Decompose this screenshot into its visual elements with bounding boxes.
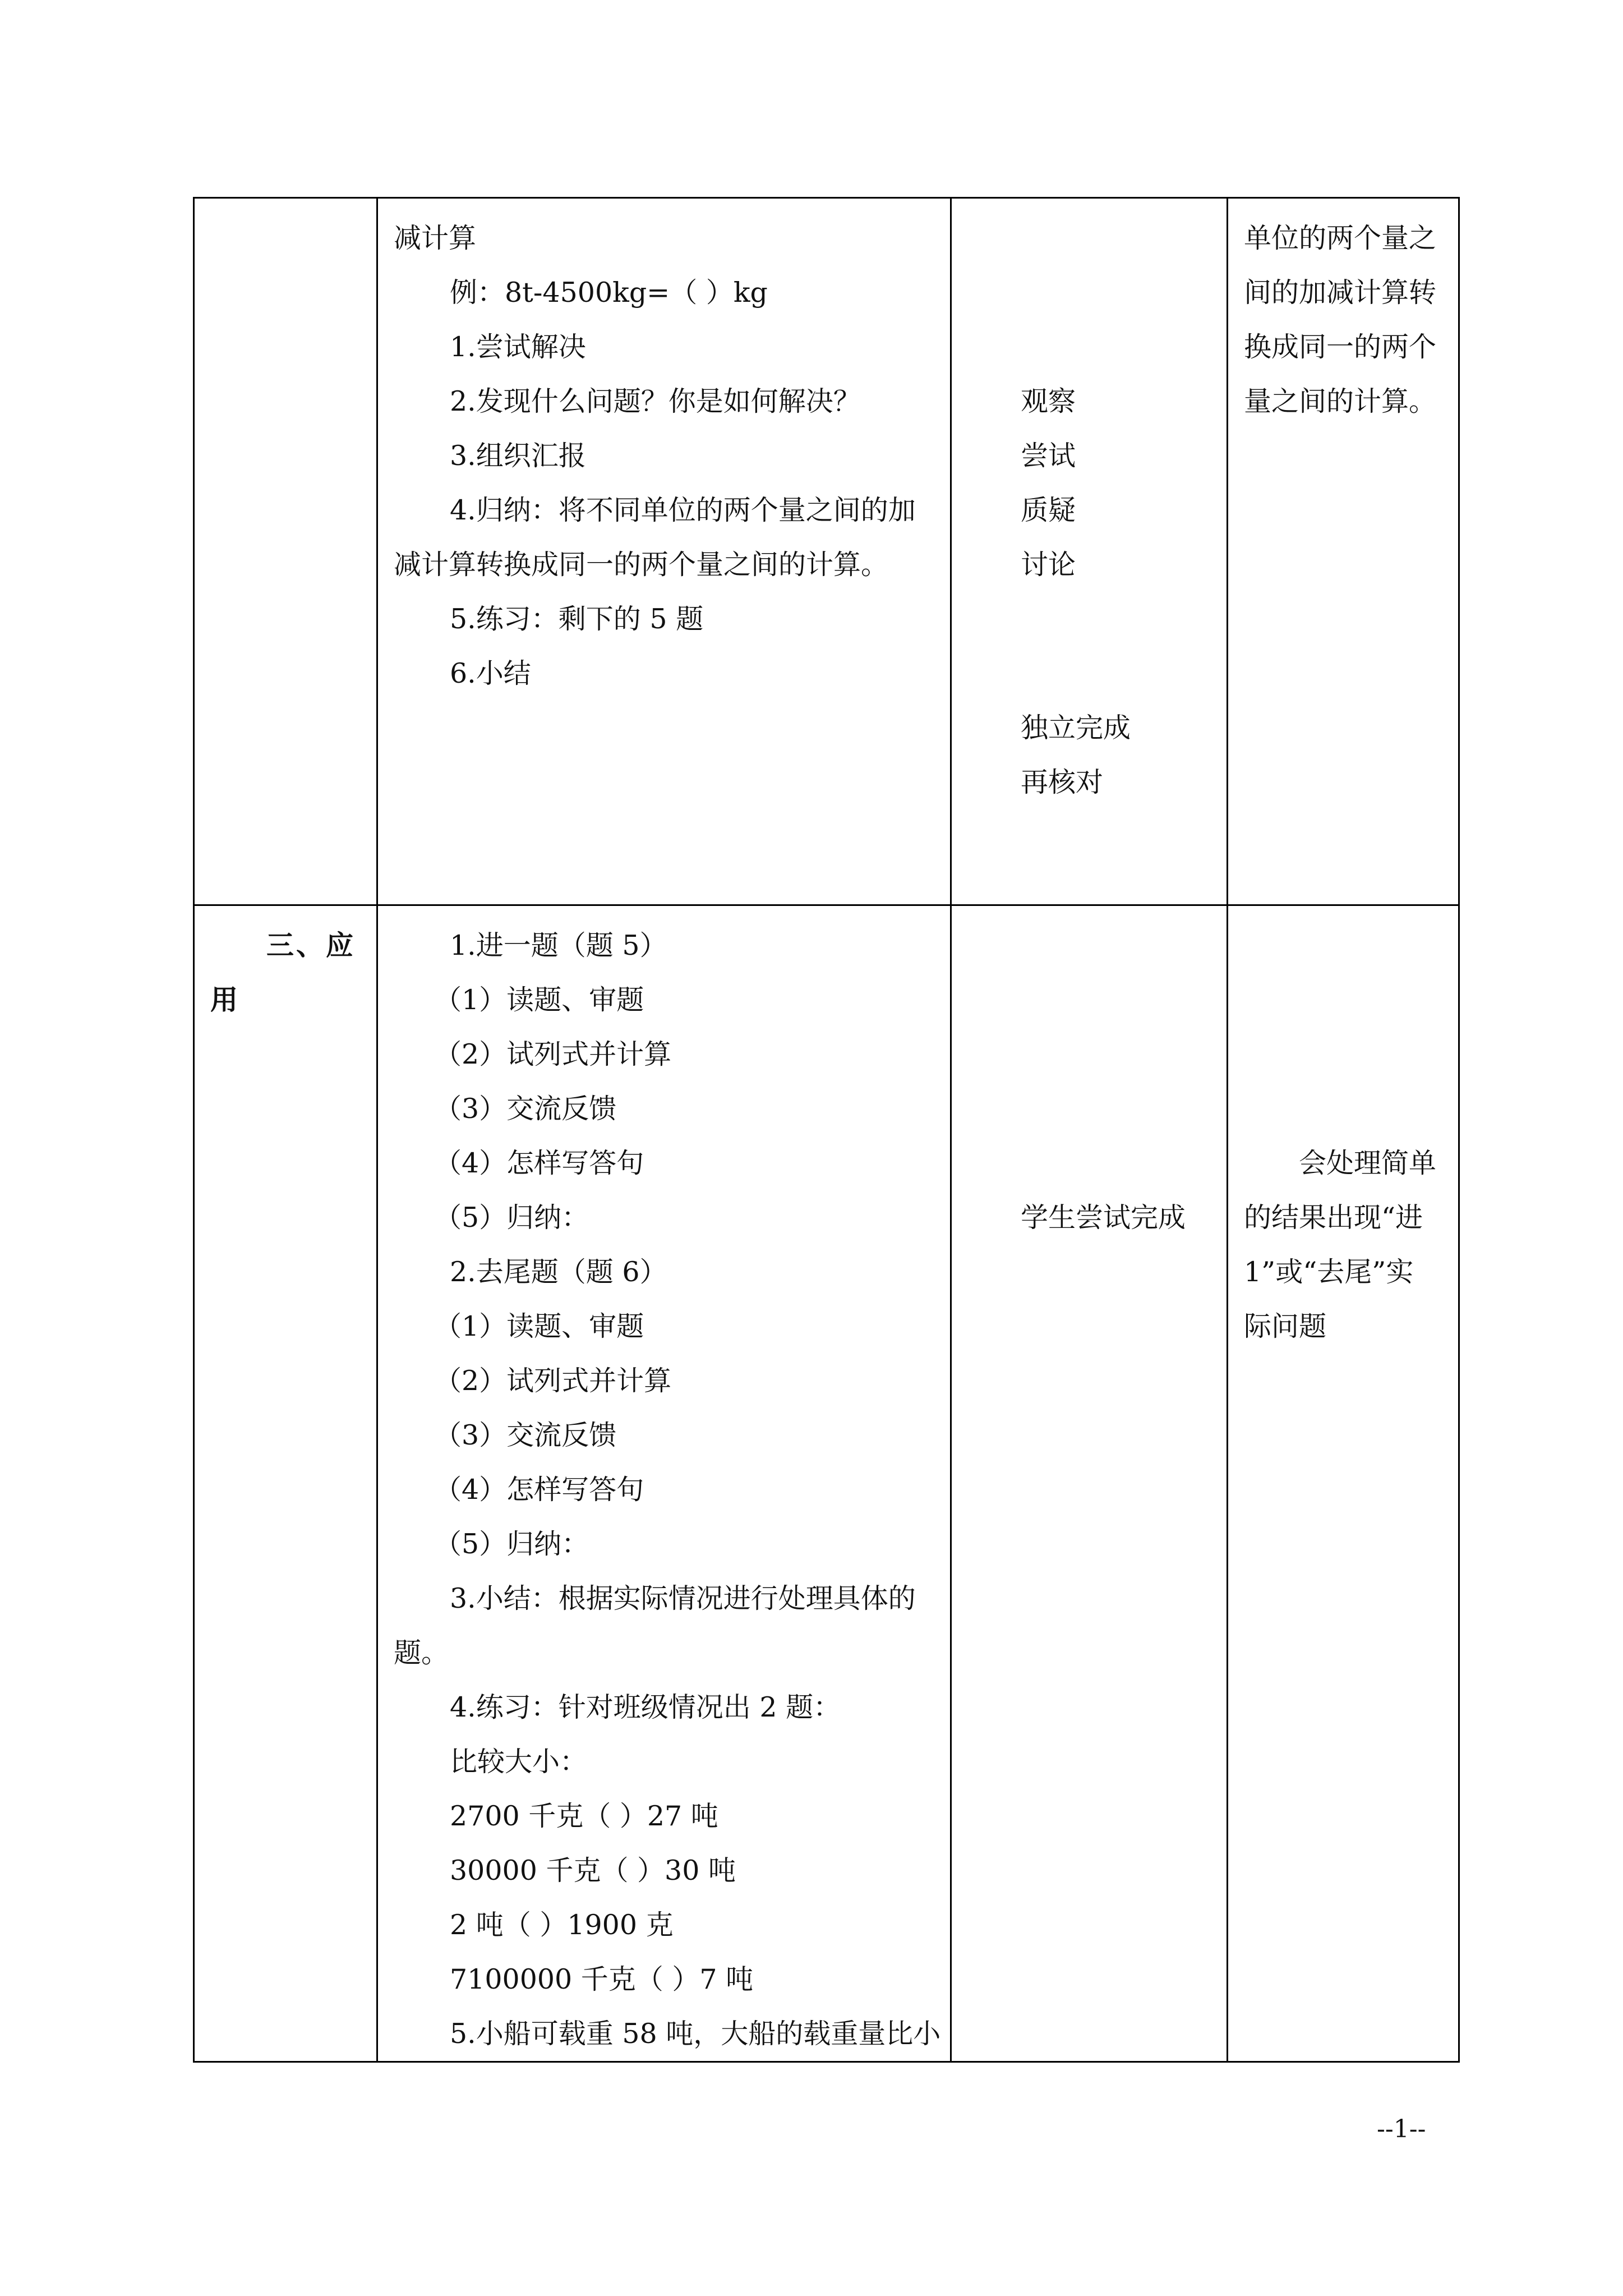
design-intent-cell xyxy=(1228,905,1459,2062)
stage-cell xyxy=(194,905,377,2062)
process-line: 1.进一题（题 5） xyxy=(450,930,667,961)
table-row xyxy=(194,905,1459,2062)
process-line: 4.归纳：将不同单位的两个量之间的加 xyxy=(450,494,916,526)
process-line: 3.小结：根据实际情况进行处理具体的 xyxy=(450,1582,916,1614)
intent-line: 的结果出现“进 xyxy=(1244,1202,1423,1234)
intent-line: 量之间的计算。 xyxy=(1244,385,1437,417)
process-line: （5）归纳： xyxy=(434,1528,589,1560)
process-line: 题。 xyxy=(394,1637,449,1669)
activity-line: 质疑 xyxy=(1021,494,1076,526)
intent-line: 1”或“去尾”实 xyxy=(1244,1256,1414,1288)
process-line: （2）试列式并计算 xyxy=(434,1038,672,1070)
lesson-table-part2 xyxy=(193,904,1460,2063)
activity-line: 观察 xyxy=(1021,385,1076,417)
process-line: （5）归纳： xyxy=(434,1202,589,1234)
process-line: （1）读题、审题 xyxy=(434,1310,644,1342)
process-line: （4）怎样写答句 xyxy=(434,1474,644,1506)
process-line: （3）交流反馈 xyxy=(434,1093,617,1125)
activity-line: 独立完成 xyxy=(1021,712,1131,744)
process-line: 2 吨（ ）1900 克 xyxy=(450,1909,674,1941)
intent-line: 间的加减计算转 xyxy=(1244,277,1437,309)
activity-line: 学生尝试完成 xyxy=(1021,1202,1186,1234)
activity-line: 讨论 xyxy=(1021,549,1076,581)
teaching-process-cell xyxy=(377,905,951,2062)
table-row xyxy=(194,198,1459,905)
process-line: 1.尝试解决 xyxy=(450,331,586,363)
teaching-process-cell xyxy=(377,198,951,905)
intent-line: 际问题 xyxy=(1244,1310,1327,1342)
example-line: 例：8t-4500kg=（ ）kg xyxy=(450,277,768,309)
student-activity-cell xyxy=(951,198,1228,905)
process-line: （2）试列式并计算 xyxy=(434,1365,672,1397)
lesson-table-part1 xyxy=(193,197,1460,906)
process-line: 5.小船可载重 58 吨，大船的载重量比小 xyxy=(450,2018,941,2050)
process-line: 4.练习：针对班级情况出 2 题： xyxy=(450,1691,841,1723)
activity-line: 尝试 xyxy=(1021,440,1076,472)
process-line: 2.去尾题（题 6） xyxy=(450,1256,667,1288)
intent-line: 换成同一的两个 xyxy=(1244,331,1437,363)
process-line: 6.小结 xyxy=(450,657,531,689)
process-line: （3）交流反馈 xyxy=(434,1419,617,1451)
student-activity-cell xyxy=(951,905,1228,2062)
stage-cell-empty xyxy=(194,198,377,905)
process-line: 比较大小： xyxy=(450,1746,588,1778)
intent-line: 单位的两个量之 xyxy=(1244,222,1437,254)
process-line: 2700 千克（ ）27 吨 xyxy=(450,1800,718,1832)
process-line: 减计算转换成同一的两个量之间的计算。 xyxy=(394,549,889,581)
stage-title: 三、应用 xyxy=(210,929,356,1016)
intent-line: 会处理简单 xyxy=(1299,1147,1437,1179)
process-line: 减计算 xyxy=(394,222,477,254)
process-line: （1）读题、审题 xyxy=(434,984,644,1016)
process-line: 3.组织汇报 xyxy=(450,440,586,472)
page-number: --1-- xyxy=(1377,2115,1426,2143)
process-line: 2.发现什么问题？你是如何解决？ xyxy=(450,385,861,417)
design-intent-cell xyxy=(1228,198,1459,905)
process-line: （4）怎样写答句 xyxy=(434,1147,644,1179)
activity-line: 再核对 xyxy=(1021,766,1104,798)
process-line: 30000 千克（ ）30 吨 xyxy=(450,1855,736,1887)
process-line: 7100000 千克（ ）7 吨 xyxy=(450,1963,754,1995)
process-line: 5.练习：剩下的 5 题 xyxy=(450,603,704,635)
